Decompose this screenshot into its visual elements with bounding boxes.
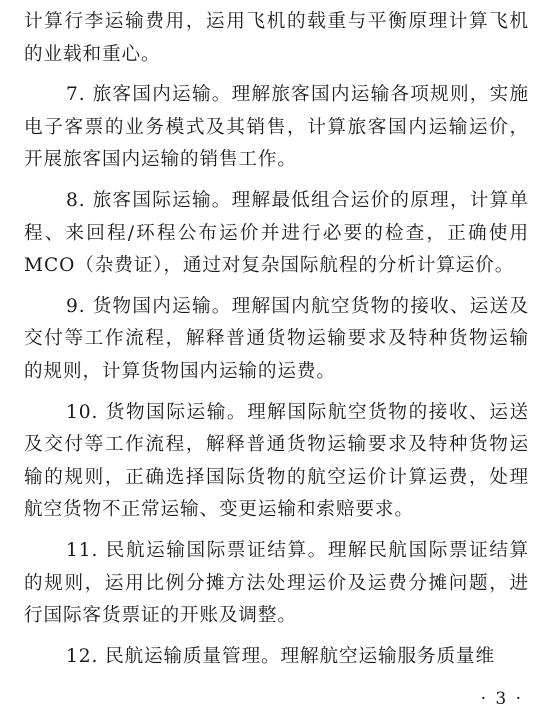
item-11-paragraph: 11. 民航运输国际票证结算。理解民航国际票证结算的规则，运用比例分摊方法处理运价及运费分摊问题，进行国际客货票证的开账及调整。 (24, 539, 529, 627)
item-7-paragraph: 7. 旅客国内运输。理解旅客国内运输各项规则，实施电子客票的业务模式及其销售，计算旅客国内运输运价，开展旅客国内运输的销售工作。 (24, 84, 529, 171)
item-8-paragraph: 8. 旅客国际运输。理解最低组合运价的原理，计算单程、来回程/环程公布运价并进行必要的检查，正确使用MCO（杂费证），通过对复杂国际航程的分析计算运价。 (24, 189, 529, 277)
item-12-paragraph: 12. 民航运输质量管理。理解航空运输服务质量维 (66, 645, 495, 667)
page-number: · 3 · (480, 689, 523, 709)
item-10-paragraph: 10. 货物国际运输。理解国际航空货物的接收、运送及交付等工作流程，解释普通货物运输要求及特种货物运输的规则，正确选择国际货物的航空运价计算运费，处理航空货物不正常运输、变更运输和索赔要求。 (24, 401, 529, 521)
item-9-paragraph: 9. 货物国内运输。理解国内航空货物的接收、运送及交付等工作流程，解释普通货物运输要求及特种货物运输的规则，计算货物国内运输的运费。 (24, 295, 529, 382)
continuation-paragraph: 计算行李运输费用，运用飞机的载重与平衡原理计算飞机的业载和重心。 (24, 11, 529, 65)
